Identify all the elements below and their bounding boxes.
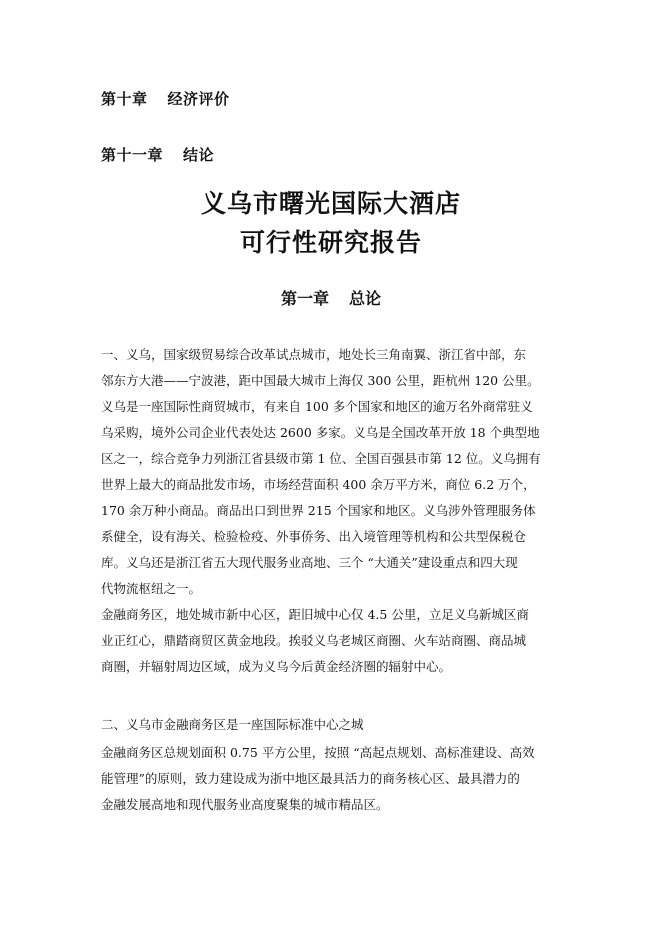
paragraph-line: 区之一，综合竞争力列浙江省县级市第 1 位、全国百强县市第 12 位。义乌拥有: [101, 451, 541, 466]
report-title-line-2: 可行性研究报告: [239, 228, 422, 257]
paragraph-line: 一、义乌，国家级贸易综合改革试点城市，地处长三角南翼、浙江省中部，东: [101, 347, 527, 362]
paragraph-line: 库。义乌还是浙江省五大现代服务业高地、三个 “大通关”建设重点和四大现: [101, 555, 518, 570]
paragraph-line: 邻东方大港——宁波港，距中国最大城市上海仅 300 公里，距杭州 120 公里。: [101, 373, 540, 388]
paragraph-line: 金融商务区，地处城市新中心区，距旧城中心仅 4.5 公里，立足义乌新城区商: [101, 607, 529, 622]
paragraph-line: 系健全，设有海关、检验检疫、外事侨务、出入境管理等机构和公共型保税仓: [101, 529, 527, 544]
paragraph-line: 170 余万种小商品。商品出口到世界 215 个国家和地区。义乌涉外管理服务体: [101, 503, 536, 518]
chapter-title: 结论: [183, 146, 215, 164]
report-title-line-1: 义乌市曙光国际大酒店: [200, 189, 461, 218]
section-2-heading: 二、义乌市金融商务区是一座国际标准中心之城: [101, 717, 364, 732]
paragraph-line: 世界上最大的商品批发市场，市场经营面积 400 余万平方米，商位 6.2 万个，: [101, 477, 536, 492]
paragraph-line: 代物流枢纽之一。: [101, 581, 202, 596]
paragraph-line: 金融商务区总规划面积 0.75 平方公里，按照 “高起点规划、高标准建设、高效: [101, 745, 535, 760]
chapter-number: 第十章: [101, 90, 148, 108]
paragraph-line: 金融发展高地和现代服务业高度聚集的城市精品区。: [101, 797, 389, 812]
paragraph-line: 能管理”的原则，致力建设成为浙中地区最具活力的商务核心区、最具潜力的: [101, 771, 520, 786]
chapter-10-heading: [101, 88, 230, 109]
chapter-1-heading: [0, 286, 662, 309]
chapter-number: 第一章: [280, 289, 329, 308]
chapter-number: 第十一章: [101, 146, 164, 164]
chapter-11-heading: [101, 144, 214, 165]
paragraph-line: 业正红心，鼎踏商贸区黄金地段。挨驳义乌老城区商圈、火车站商圈、商品城: [101, 633, 527, 648]
paragraph-line: 乌采购，境外公司企业代表处达 2600 多家。义乌是全国改革开放 18 个典型地: [101, 425, 540, 440]
paragraph-line: 义乌是一座国际性商贸城市，有来自 100 多个国家和地区的逾万名外商常驻义: [101, 399, 533, 414]
chapter-title: 经济评价: [167, 90, 230, 108]
chapter-title: 总论: [349, 289, 382, 308]
paragraph-line: 商圈，并辐射周边区域，成为义乌今后黄金经济圈的辐射中心。: [101, 659, 452, 674]
